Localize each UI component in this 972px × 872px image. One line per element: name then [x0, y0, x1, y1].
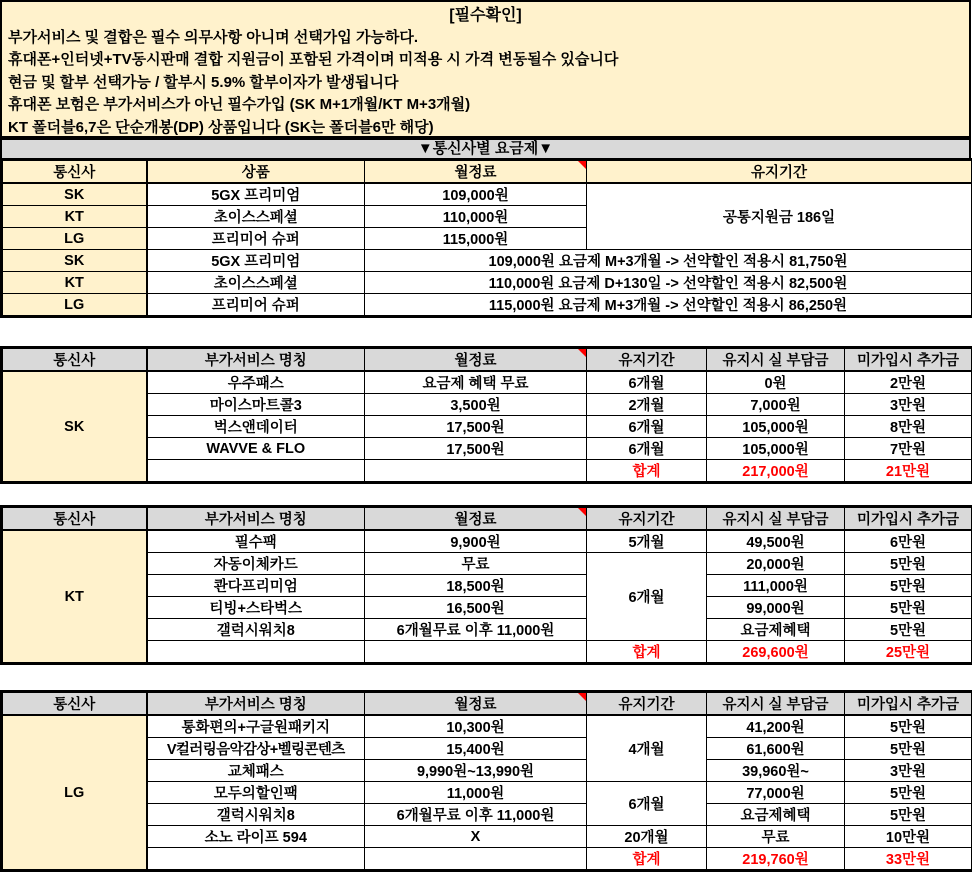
cell-duration: 6개월 [587, 416, 707, 438]
cell-addon-name: 콴다프리미엄 [147, 575, 365, 597]
cell-cost: 49,500원 [707, 530, 845, 553]
table-row [2, 738, 972, 760]
cell-empty [365, 848, 587, 871]
cell-cost: 99,000원 [707, 597, 845, 619]
cell-fee: 17,500원 [365, 416, 587, 438]
cell-cost: 20,000원 [707, 553, 845, 575]
cell-fee: 109,000원 [365, 183, 587, 206]
header-carrier: 통신사 [2, 507, 147, 531]
spacer [0, 665, 972, 690]
table-row [2, 416, 972, 438]
header-carrier: 통신사 [2, 692, 147, 716]
cell-fee: 6개월무료 이후 11,000원 [365, 804, 587, 826]
header-actual-cost: 유지시 실 부담금 [707, 348, 845, 372]
cell-extra: 2만원 [845, 371, 972, 394]
addon-table-kt [0, 505, 972, 665]
header-duration: 유지기간 [587, 692, 707, 716]
total-row [2, 641, 972, 664]
cell-fee: 16,500원 [365, 597, 587, 619]
table-row [2, 371, 972, 394]
cell-carrier: KT [2, 530, 147, 664]
notice-line: 현금 및 할부 선택가능 / 할부시 5.9% 할부이자가 발생됩니다 [8, 72, 963, 94]
cell-cost: 7,000원 [707, 394, 845, 416]
table-row [2, 619, 972, 641]
comment-marker-icon [578, 349, 586, 357]
total-row [2, 460, 972, 483]
cell-product: 초이스스페셜 [147, 206, 365, 228]
notice-box [0, 0, 971, 138]
cell-carrier: LG [2, 294, 147, 317]
cell-fee: 9,990원~13,990원 [365, 760, 587, 782]
spacer [0, 318, 972, 346]
total-label: 합계 [587, 460, 707, 483]
addon-header-row [2, 692, 972, 716]
addon-table-lg [0, 690, 972, 872]
cell-extra: 3만원 [845, 394, 972, 416]
cell-extra: 5만원 [845, 619, 972, 641]
cell-product: 초이스스페셜 [147, 272, 365, 294]
table-row [2, 530, 972, 553]
cell-product: 5GX 프리미엄 [147, 250, 365, 272]
cell-duration: 20개월 [587, 826, 707, 848]
header-carrier: 통신사 [2, 160, 147, 184]
addon-header-row [2, 348, 972, 372]
cell-duration: 6개월 [587, 553, 707, 641]
plan-table [0, 158, 972, 318]
cell-product: 프리미어 슈퍼 [147, 294, 365, 317]
cell-cost: 105,000원 [707, 438, 845, 460]
cell-cost: 요금제혜택 [707, 619, 845, 641]
cell-extra: 5만원 [845, 715, 972, 738]
cell-product: 프리미어 슈퍼 [147, 228, 365, 250]
cell-addon-name: 티빙+스타벅스 [147, 597, 365, 619]
cell-fee: 11,000원 [365, 782, 587, 804]
cell-support-note: 공통지원금 186일 [587, 183, 972, 250]
header-extra-charge: 미가입시 추가금 [845, 348, 972, 372]
header-monthly-fee: 월정료 [365, 160, 587, 184]
comment-marker-icon [578, 508, 586, 516]
header-monthly-fee: 월정료 [365, 348, 587, 372]
cell-addon-name: 우주패스 [147, 371, 365, 394]
cell-extra: 6만원 [845, 530, 972, 553]
cell-extra: 5만원 [845, 738, 972, 760]
cell-addon-name: 교체패스 [147, 760, 365, 782]
table-row [2, 715, 972, 738]
total-label: 합계 [587, 848, 707, 871]
table-row [2, 394, 972, 416]
cell-cost: 61,600원 [707, 738, 845, 760]
cell-fee: 3,500원 [365, 394, 587, 416]
table-row [2, 782, 972, 804]
cell-extra: 5만원 [845, 553, 972, 575]
cell-duration: 6개월 [587, 782, 707, 826]
header-addon-name: 부가서비스 명칭 [147, 348, 365, 372]
header-addon-name: 부가서비스 명칭 [147, 692, 365, 716]
header-duration: 유지기간 [587, 160, 972, 184]
cell-addon-name: 벅스앤데이터 [147, 416, 365, 438]
total-extra: 21만원 [845, 460, 972, 483]
cell-duration: 6개월 [587, 438, 707, 460]
cell-addon-name: 마이스마트콜3 [147, 394, 365, 416]
cell-extra: 8만원 [845, 416, 972, 438]
cell-fee: 115,000원 [365, 228, 587, 250]
total-extra: 25만원 [845, 641, 972, 664]
table-row [2, 183, 972, 206]
cell-cost: 0원 [707, 371, 845, 394]
addon-header-row [2, 507, 972, 531]
table-row [2, 575, 972, 597]
cell-discount-detail: 110,000원 요금제 D+130일 -> 선약할인 적용시 82,500원 [365, 272, 972, 294]
total-cost: 217,000원 [707, 460, 845, 483]
cell-extra: 5만원 [845, 575, 972, 597]
cell-extra: 5만원 [845, 782, 972, 804]
cell-fee: 15,400원 [365, 738, 587, 760]
cell-cost: 요금제혜택 [707, 804, 845, 826]
cell-fee: 요금제 혜택 무료 [365, 371, 587, 394]
notice-line: KT 폴더블6,7은 단순개봉(DP) 상품입니다 (SK는 폴더블6만 해당) [8, 117, 963, 138]
cell-carrier: KT [2, 272, 147, 294]
cell-extra: 3만원 [845, 760, 972, 782]
cell-extra: 10만원 [845, 826, 972, 848]
cell-carrier: LG [2, 228, 147, 250]
section-banner-label: ▼통신사별 요금제▼ [418, 140, 553, 157]
cell-cost: 105,000원 [707, 416, 845, 438]
cell-empty [147, 848, 365, 871]
header-actual-cost: 유지시 실 부담금 [707, 692, 845, 716]
header-actual-cost: 유지시 실 부담금 [707, 507, 845, 531]
table-row [2, 250, 972, 272]
notice-line: 휴대폰 보험은 부가서비스가 아닌 필수가입 (SK M+1개월/KT M+3개월) [8, 94, 963, 116]
header-duration: 유지기간 [587, 348, 707, 372]
notice-title: [필수확인] [8, 4, 963, 27]
cell-product: 5GX 프리미엄 [147, 183, 365, 206]
table-row [2, 804, 972, 826]
cell-discount-detail: 115,000원 요금제 M+3개월 -> 선약할인 적용시 86,250원 [365, 294, 972, 317]
cell-empty [147, 641, 365, 664]
cell-carrier: KT [2, 206, 147, 228]
table-row [2, 438, 972, 460]
cell-addon-name: 모두의할인팩 [147, 782, 365, 804]
cell-fee: 18,500원 [365, 575, 587, 597]
table-row [2, 597, 972, 619]
header-carrier: 통신사 [2, 348, 147, 372]
cell-extra: 5만원 [845, 804, 972, 826]
comment-marker-icon [578, 161, 586, 169]
cell-extra: 5만원 [845, 597, 972, 619]
cell-cost: 무료 [707, 826, 845, 848]
table-row [2, 272, 972, 294]
cell-fee: 6개월무료 이후 11,000원 [365, 619, 587, 641]
cell-cost: 77,000원 [707, 782, 845, 804]
header-addon-name: 부가서비스 명칭 [147, 507, 365, 531]
cell-discount-detail: 109,000원 요금제 M+3개월 -> 선약할인 적용시 81,750원 [365, 250, 972, 272]
header-monthly-fee: 월정료 [365, 692, 587, 716]
cell-addon-name: 갤럭시워치8 [147, 619, 365, 641]
table-row [2, 826, 972, 848]
cell-empty [365, 641, 587, 664]
cell-carrier: SK [2, 371, 147, 483]
table-row [2, 553, 972, 575]
cell-fee: 17,500원 [365, 438, 587, 460]
header-extra-charge: 미가입시 추가금 [845, 692, 972, 716]
notice-line: 부가서비스 및 결합은 필수 의무사항 아니며 선택가입 가능하다. [8, 27, 963, 49]
cell-duration: 2개월 [587, 394, 707, 416]
total-extra: 33만원 [845, 848, 972, 871]
cell-duration: 5개월 [587, 530, 707, 553]
cell-cost: 41,200원 [707, 715, 845, 738]
cell-empty [147, 460, 365, 483]
header-duration: 유지기간 [587, 507, 707, 531]
plan-table-header-row [2, 160, 972, 184]
cell-addon-name: 필수팩 [147, 530, 365, 553]
cell-carrier: SK [2, 250, 147, 272]
comment-marker-icon [578, 693, 586, 701]
table-row [2, 760, 972, 782]
total-cost: 219,760원 [707, 848, 845, 871]
cell-duration: 4개월 [587, 715, 707, 782]
cell-carrier: LG [2, 715, 147, 871]
cell-addon-name: WAVVE & FLO [147, 438, 365, 460]
spacer [0, 484, 972, 505]
section-banner [0, 138, 971, 158]
cell-fee: X [365, 826, 587, 848]
cell-carrier: SK [2, 183, 147, 206]
cell-addon-name: 소노 라이프 594 [147, 826, 365, 848]
cell-extra: 7만원 [845, 438, 972, 460]
notice-line: 휴대폰+인터넷+TV동시판매 결합 지원금이 포함된 가격이며 미적용 시 가격 변동될수 있습니다 [8, 49, 963, 71]
cell-addon-name: 자동이체카드 [147, 553, 365, 575]
cell-fee: 10,300원 [365, 715, 587, 738]
cell-addon-name: 통화편의+구글원패키지 [147, 715, 365, 738]
total-label: 합계 [587, 641, 707, 664]
cell-fee: 110,000원 [365, 206, 587, 228]
cell-cost: 39,960원~ [707, 760, 845, 782]
cell-fee: 9,900원 [365, 530, 587, 553]
table-row [2, 294, 972, 317]
cell-addon-name: 갤럭시워치8 [147, 804, 365, 826]
header-monthly-fee: 월정료 [365, 507, 587, 531]
addon-table-sk [0, 346, 972, 484]
header-extra-charge: 미가입시 추가금 [845, 507, 972, 531]
cell-cost: 111,000원 [707, 575, 845, 597]
header-product: 상품 [147, 160, 365, 184]
total-row [2, 848, 972, 871]
cell-addon-name: V컬러링음악감상+벨링콘텐츠 [147, 738, 365, 760]
total-cost: 269,600원 [707, 641, 845, 664]
cell-fee: 무료 [365, 553, 587, 575]
cell-duration: 6개월 [587, 371, 707, 394]
cell-empty [365, 460, 587, 483]
